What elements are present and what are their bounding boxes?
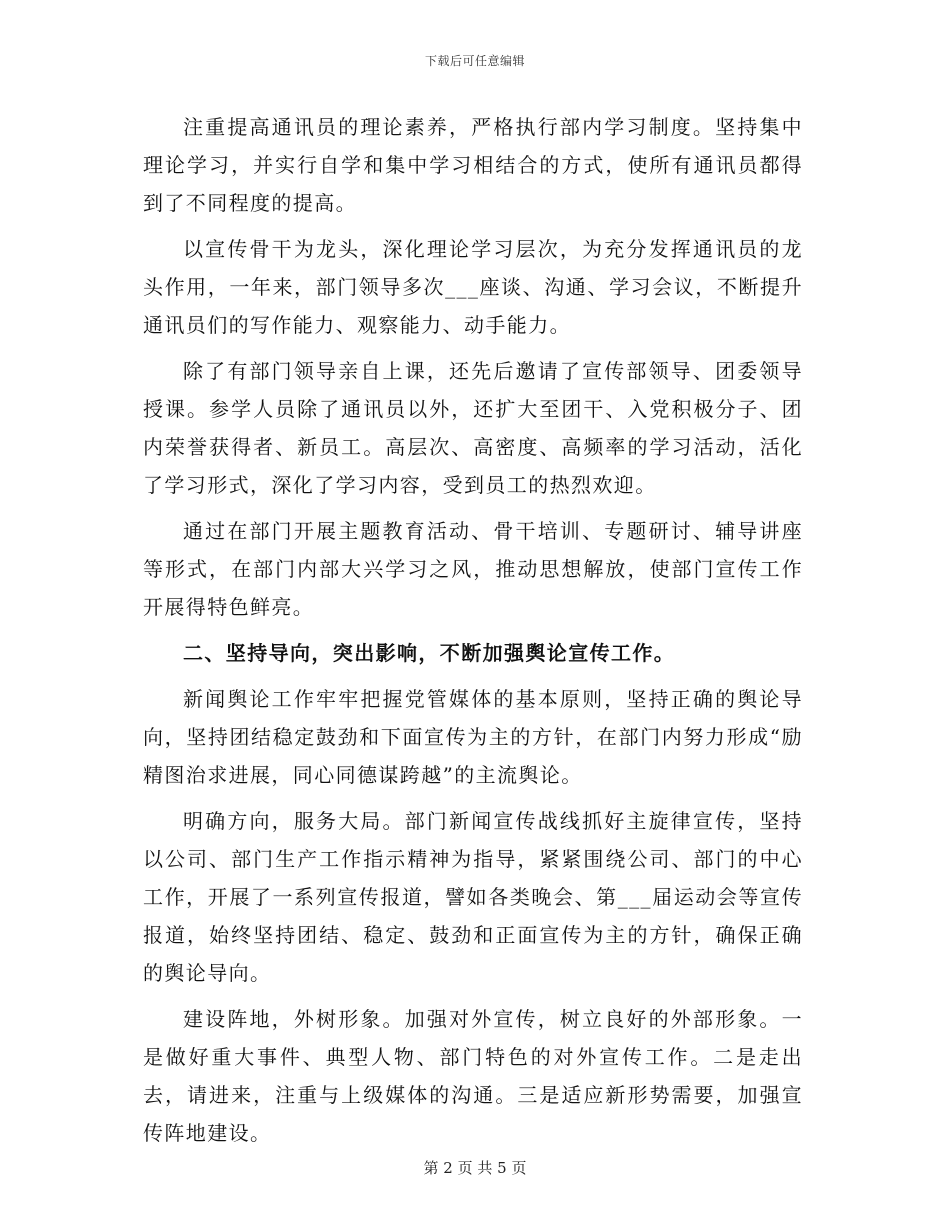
paragraph-build-position: 建设阵地，外树形象。加强对外宣传，树立良好的外部形象。一是做好重大事件、典型人物、部门特色的对外宣传工作。二是走出去，请进来，注重与上级媒体的沟通。三是适应新形势需要，加强宣传阵地建设。: [143, 1007, 803, 1145]
page-header-note: 下载后可任意编辑: [424, 54, 525, 68]
paragraph-lectures: 除了有部门领导亲自上课，还先后邀请了宣传部领导、团委领导授课。参学人员除了通讯员以外，还扩大至团干、入党积极分子、团内荣誉获得者、新员工。高层次、高密度、高频率的学习活动，活化了学习形式，深化了学习内容，受到员工的热烈欢迎。: [143, 359, 803, 497]
page-number: 第 2 页 共 5 页: [423, 1159, 527, 1177]
paragraph-clear-direction: 明确方向，服务大局。部门新闻宣传战线抓好主旋律宣传，坚持以公司、部门生产工作指示精神为指导，紧紧围绕公司、部门的中心工作，开展了一系列宣传报道，譬如各类晚会、第___届运动会等宣传报道，始终坚持团结、稳定、鼓劲和正面宣传为主的方针，确保正确的舆论导向。: [143, 809, 803, 985]
paragraph-public-opinion: 新闻舆论工作牢牢把握党管媒体的基本原则，坚持正确的舆论导向，坚持团结稳定鼓劲和下面宣传为主的方针，在部门内努力形成“励精图治求进展，同心同德谋跨越”的主流舆论。: [143, 687, 803, 787]
document-body: [143, 108, 803, 1160]
section-heading: 二、坚持导向，突出影响，不断加强舆论宣传工作。: [183, 641, 676, 665]
paragraph-backbone-leaders: 以宣传骨干为龙头，深化理论学习层次，为充分发挥通讯员的龙头作用，一年来，部门领导多次___座谈、沟通、学习会议，不断提升通讯员们的写作能力、观察能力、动手能力。: [143, 237, 803, 337]
paragraph-theory-study: 注重提高通讯员的理论素养，严格执行部内学习制度。坚持集中理论学习，并实行自学和集中学习相结合的方式，使所有通讯员都得到了不同程度的提高。: [143, 115, 803, 215]
paragraph-education-activities: 通过在部门开展主题教育活动、骨干培训、专题研讨、辅导讲座等形式，在部门内部大兴学习之风，推动思想解放，使部门宣传工作开展得特色鲜亮。: [143, 519, 803, 619]
